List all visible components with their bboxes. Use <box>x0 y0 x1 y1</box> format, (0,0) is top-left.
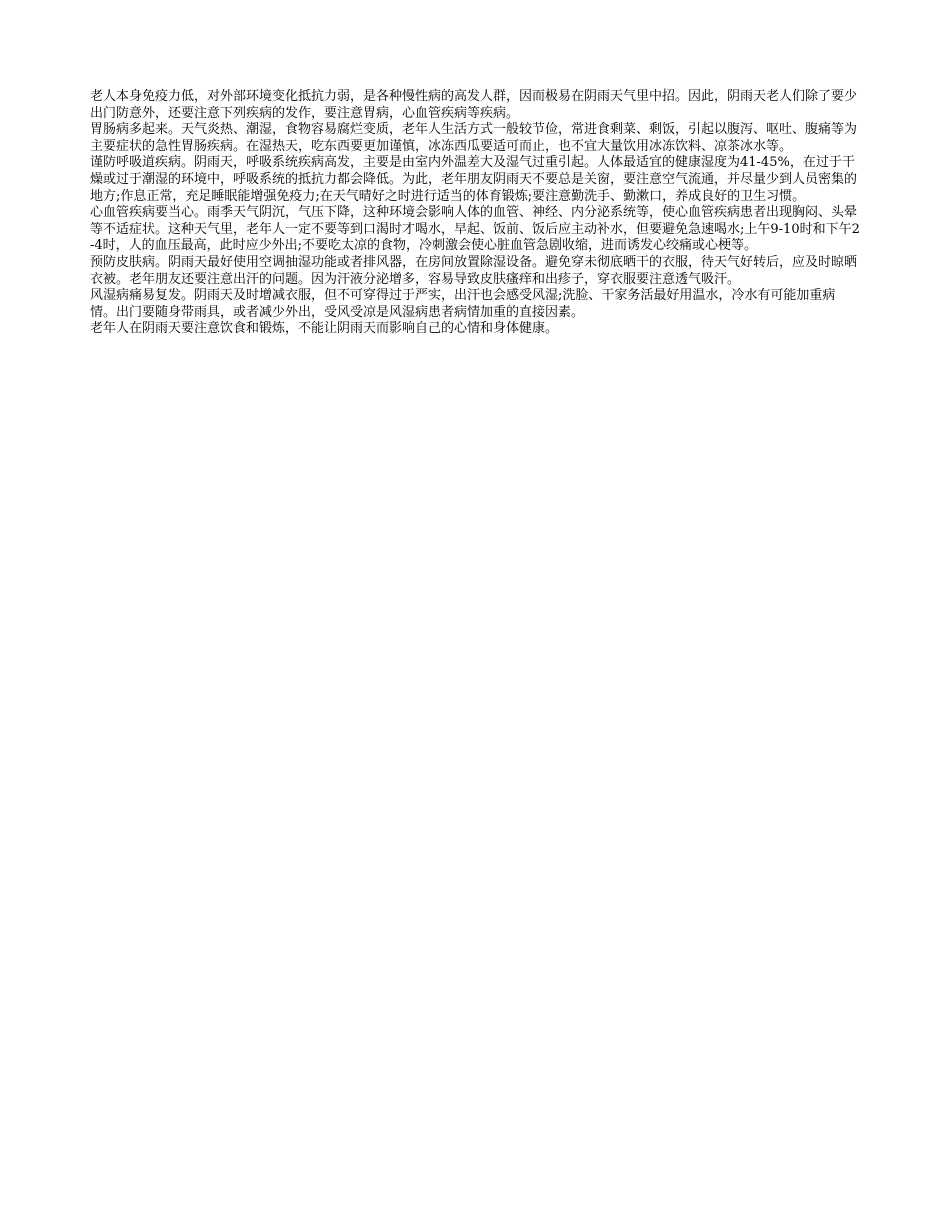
paragraph-gastro: 胃肠病多起来。天气炎热、潮湿，食物容易腐烂变质，老年人生活方式一般较节俭，常进食剩菜、剩饭，引起以腹泻、呕吐、腹痛等为主要症状的急性胃肠疾病。在湿热天，吃东西要更加谨慎，冰冻西瓜要适可而止，也不宜大量饮用冰冻饮料、凉茶冰水等。 <box>90 122 858 154</box>
document-body <box>90 89 860 338</box>
paragraph-conclusion: 老年人在阴雨天要注意饮食和锻炼，不能让阴雨天而影响自己的心情和身体健康。 <box>90 321 559 337</box>
paragraph-respiratory: 谨防呼吸道疾病。阴雨天，呼吸系统疾病高发，主要是由室内外温差大及湿气过重引起。人体最适宜的健康湿度为41-45%，在过于干燥或过于潮湿的环境中，呼吸系统的抵抗力都会降低。为此，老年朋友阴雨天不要总是关窗，要注意空气流通，并尽量少到人员密集的地方;作息正常，充足睡眠能增强免疫力;在天气晴好之时进行适当的体育锻炼;要注意勤洗手、勤漱口，养成良好的卫生习惯。 <box>90 155 858 204</box>
paragraph-rheumatism: 风湿病痛易复发。阴雨天及时增减衣服，但不可穿得过于严实，出汗也会感受风湿;洗脸、干家务活最好用温水，冷水有可能加重病情。出门要随身带雨具，或者减少外出，受风受凉是风湿病患者病情加重的直接因素。 <box>90 288 836 320</box>
paragraph-skin: 预防皮肤病。阴雨天最好使用空调抽湿功能或者排风器，在房间放置除湿设备。避免穿未彻底晒干的衣服，待天气好转后，应及时晾晒衣被。老年朋友还要注意出汗的问题。因为汗液分泌增多，容易导致皮肤瘙痒和出疹子，穿衣服要注意透气吸汗。 <box>90 254 858 287</box>
paragraph-intro: 老人本身免疫力低，对外部环境变化抵抗力弱，是各种慢性病的高发人群，因而极易在阴雨天气里中招。因此，阴雨天老人们除了要少出门防意外，还要注意下列疾病的发作，要注意胃病，心血管疾病等疾病。 <box>90 89 858 121</box>
paragraph-cardiovascular: 心血管疾病要当心。雨季天气阴沉，气压下降，这种环境会影响人体的血管、神经、内分泌系统等，使心血管疾病患者出现胸闷、头晕等不适症状。这种天气里，老年人一定不要等到口渴时才喝水，早起、饭前、饭后应主动补水，但要避免急速喝水;上午9-10时和下午2-4时，人的血压最高，此时应少外出;不要吃太凉的食物，冷刺激会使心脏血管急剧收缩，进而诱发心绞痛或心梗等。 <box>90 205 860 254</box>
